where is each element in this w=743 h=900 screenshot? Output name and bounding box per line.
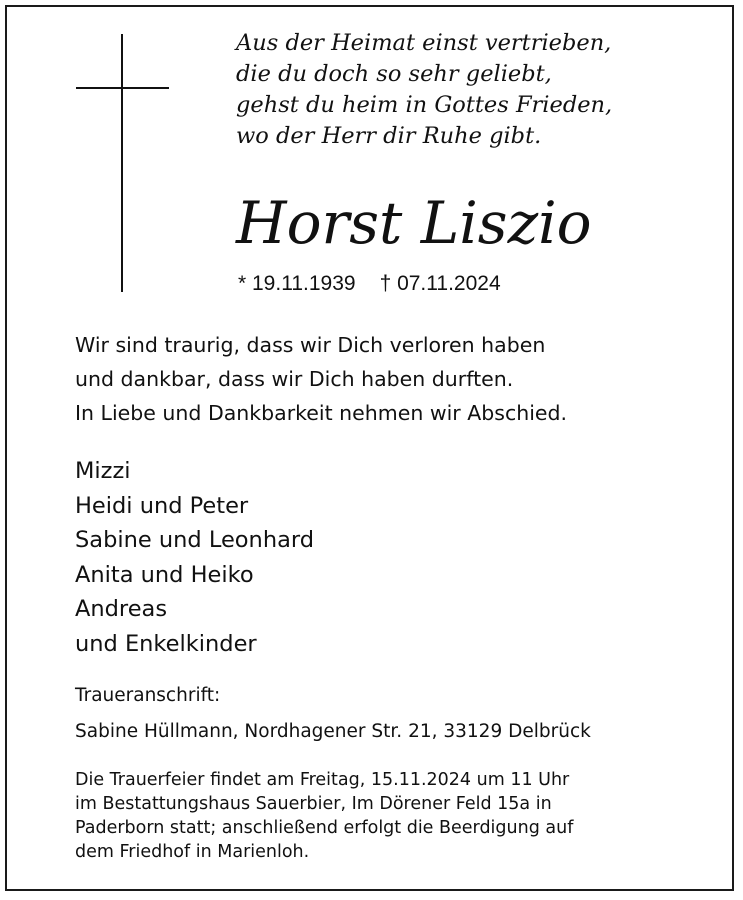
mourner-item: Andreas [75,596,168,622]
cross-horizontal-bar [76,87,169,89]
poem [236,28,612,152]
cross-vertical-bar [121,34,123,292]
funeral-line: im Bestattungshaus Sauerbier, Im Dörener Feld 15a in [75,794,552,814]
mourner-item: Mizzi [75,458,131,484]
poem-line: gehst du heim in Gottes Frieden, [236,92,613,118]
mourning-message [75,328,545,396]
mourner-item: Sabine und Leonhard [75,527,315,553]
message-line: Wir sind traurig, dass wir Dich verloren haben [75,333,546,357]
death-date: † 07.11.2024 [379,272,501,295]
mourner-item: und Enkelkinder [75,630,257,657]
mourner-item: Anita und Heiko [75,561,254,588]
farewell-line: In Liebe und Dankbarkeit nehmen wir Abschied. [75,401,568,425]
poem-line: wo der Herr dir Ruhe gibt. [236,123,542,149]
message-line: und dankbar, dass wir Dich haben durften. [75,367,514,391]
funeral-line: Paderborn statt; anschließend erfolgt die Beerdigung auf [75,818,574,838]
poem-line: die du doch so sehr geliebt, [236,61,552,87]
address-label: Traueranschrift: [75,685,221,706]
deceased-name: Horst Liszio [236,189,592,257]
mourners-list [75,454,314,661]
funeral-info [75,768,573,864]
address-value: Sabine Hüllmann, Nordhagener Str. 21, 33129 Delbrück [75,721,591,742]
mourner-item: Heidi und Peter [75,492,249,519]
life-dates [238,270,501,298]
funeral-line: Die Trauerfeier findet am Freitag, 15.11.2024 um 11 Uhr [75,770,570,790]
birth-date: * 19.11.1939 [238,272,356,295]
poem-line: Aus der Heimat einst vertrieben, [236,30,612,56]
funeral-line: dem Friedhof in Marienloh. [75,842,310,862]
